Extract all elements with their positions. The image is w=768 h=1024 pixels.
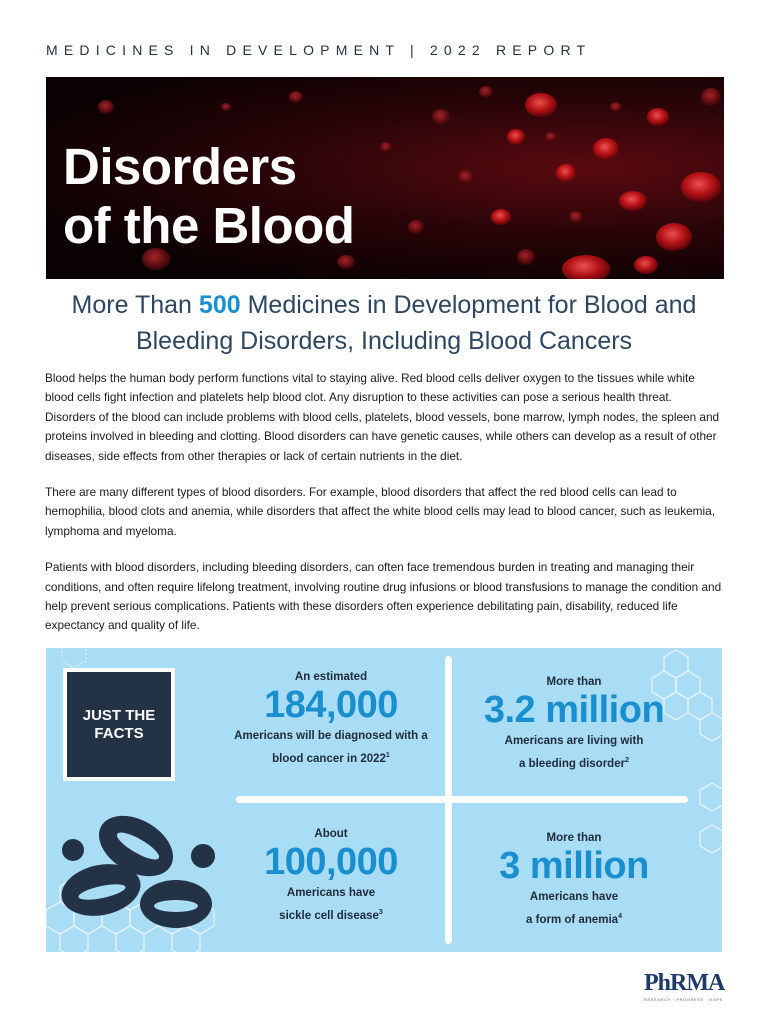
stat-lead: About	[314, 828, 348, 840]
stat-desc	[231, 884, 431, 926]
stat-value: 100,000	[264, 841, 398, 883]
stat-bleeding-disorder	[474, 676, 674, 774]
blood-cells-icon	[56, 808, 226, 938]
stat-value: 3.2 million	[483, 689, 665, 731]
stat-desc	[474, 888, 674, 930]
subtitle-after: Medicines in Development for Blood and Bleeding Disorders, Including Blood Cancers	[135, 291, 697, 355]
phrma-logo	[644, 970, 726, 1000]
page-title	[63, 137, 354, 255]
intro-body	[45, 369, 725, 653]
stat-lead: An estimated	[294, 671, 368, 683]
logo-tagline: RESEARCH · PROGRESS · HOPE	[644, 997, 723, 1002]
footnote-ref: 2	[625, 757, 629, 764]
subtitle-heading	[40, 287, 728, 359]
stat-value: 3 million	[499, 845, 649, 887]
paragraph: Blood helps the human body perform functions vital to staying alive. Red blood cells deliver oxygen to the tissues while white blood cells fight infection and platelets help blood clot. Any disruption to these activities can pose a serious health threat. Disorders of the blood can include problems with blood cells, platelets, blood vessels, bone marrow, lymph nodes, the spleen and proteins involved in bleeding and clotting. Blood disorders can have genetic causes, while others can develop as a result of other diseases, side effects from other therapies or lack of certain nutrients in the diet.	[45, 371, 720, 463]
stat-desc	[231, 727, 431, 769]
stat-sickle-cell	[231, 828, 431, 926]
stat-desc-line2: a form of anemia	[526, 913, 619, 926]
paragraph: There are many different types of blood disorders. For example, blood disorders that affect the red blood cells can lead to hemophilia, blood clots and anemia, while disorders that affect the white blood cells may lead to blood cancer, such as leukemia, lymphoma and myeloma.	[45, 485, 715, 538]
title-line-2: of the Blood	[63, 197, 355, 254]
stat-desc-line2: blood cancer in 2022	[272, 752, 386, 765]
stat-lead: More than	[546, 832, 602, 844]
stat-desc-line1: Americans have	[529, 891, 619, 903]
stat-desc	[474, 732, 674, 774]
just-the-facts-badge: JUST THE FACTS	[63, 668, 175, 781]
stat-desc-line1: Americans will be diagnosed with a	[234, 730, 428, 742]
footnote-ref: 3	[378, 909, 383, 916]
hero-banner	[46, 77, 724, 279]
logo-mark: PhRMA	[644, 970, 725, 996]
stat-blood-cancer	[231, 671, 431, 769]
stat-desc-line2: a bleeding disorder	[519, 757, 626, 770]
footnote-ref: 1	[385, 752, 390, 759]
stat-anemia	[474, 832, 674, 930]
title-line-1: Disorders	[63, 138, 297, 195]
stat-lead: More than	[546, 676, 602, 688]
report-header: MEDICINES IN DEVELOPMENT | 2022 REPORT	[46, 42, 592, 58]
facts-panel	[46, 648, 722, 952]
subtitle-before: More Than	[71, 291, 199, 319]
divider-horizontal	[236, 796, 688, 803]
stat-desc-line1: Americans are living with	[504, 735, 644, 747]
subtitle-number: 500	[198, 291, 241, 319]
paragraph: Patients with blood disorders, including bleeding disorders, can often face tremendous burden in treating and managing their conditions, and often require lifelong treatment, involving routine drug infusions or blood transfusions to manage the condition and help prevent serious complications. Patients with these disorders often experience debilitating pain, disability, reduced life expectancy and quality of life.	[45, 560, 722, 633]
stat-value: 184,000	[264, 684, 398, 726]
footnote-ref: 4	[618, 913, 622, 920]
stat-desc-line2: sickle cell disease	[279, 909, 379, 922]
stat-desc-line1: Americans have	[286, 887, 376, 899]
